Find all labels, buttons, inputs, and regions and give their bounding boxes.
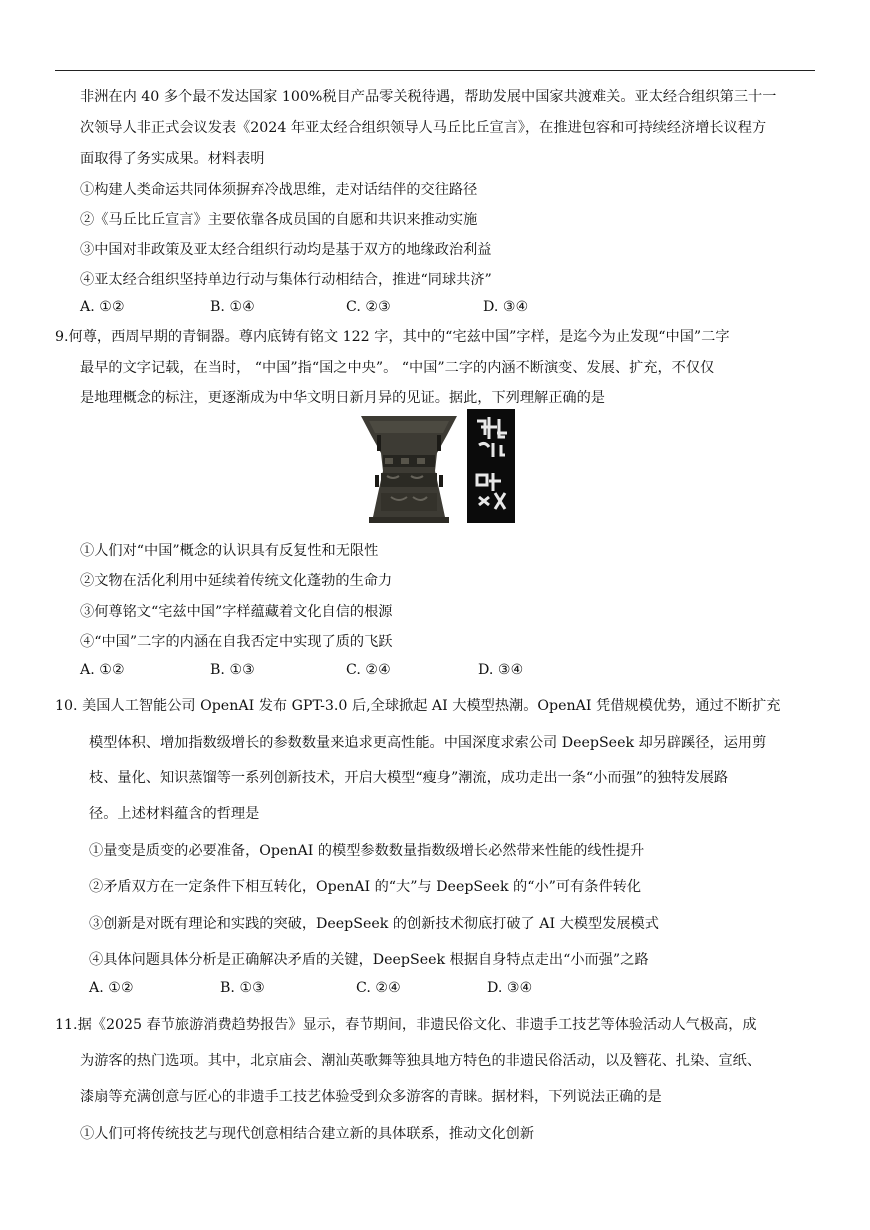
q9-option-c: C. ②④ [346,662,391,678]
q11-text-line: 为游客的热门选项。其中，北京庙会、潮汕英歌舞等独具地方特色的非遗民俗活动，以及簪花、扎染、宣纸、 [80,1053,762,1069]
q9-option-a: A. ①② [80,662,125,678]
q8-option-c: C. ②③ [346,299,391,315]
q9-statement-2: ②文物在活化利用中延续着传统文化蓬勃的生命力 [80,573,393,589]
q8-option-b: B. ①④ [210,299,255,315]
q10-statement-4: ④具体问题具体分析是正确解决矛盾的关键，DeepSeek 根据自身特点走出“小而强”之路 [89,952,649,968]
q8-text-line: 次领导人非正式会议发表《2024 年亚太经合组织领导人马丘比丘宣言》，在推进包容和可持续经济增长议程方 [80,120,767,136]
q8-option-a: A. ①② [80,299,125,315]
q10-statement-2: ②矛盾双方在一定条件下相互转化，OpenAI 的“大”与 DeepSeek 的“小”可有条件转化 [89,879,642,895]
q9-option-d: D. ③④ [478,662,524,678]
q9-statement-1: ①人们对“中国”概念的认识具有反复性和无限性 [80,543,379,559]
q10-option-b: B. ①③ [220,980,265,996]
q9-text-line: 9.何尊，西周早期的青铜器。尊内底铸有铭文 122 字，其中的“宅兹中国”字样，是迄今为止发现“中国”二字 [55,329,730,345]
q10-text-line: 10. 美国人工智能公司 OpenAI 发布 GPT-3.0 后,全球掀起 AI 大模型热潮。OpenAI 凭借规模优势，通过不断扩充 [55,698,781,714]
q8-text-line: 非洲在内 40 多个最不发达国家 100%税目产品零关税待遇，帮助发展中国家共渡难关。亚太经合组织第三十一 [80,89,777,105]
q9-statement-3: ③何尊铭文“宅兹中国”字样蕴藏着文化自信的根源 [80,604,393,620]
q10-option-a: A. ①② [89,980,134,996]
q10-text-line: 枝、量化、知识蒸馏等一系列创新技术，开启大模型“瘦身”潮流，成功走出一条“小而强”的独特发展路 [89,770,729,786]
q8-statement-1: ①构建人类命运共同体须摒弃冷战思维，走对话结伴的交往路径 [80,182,478,198]
inscription-rubbing-image [467,409,515,523]
q10-option-c: C. ②④ [356,980,401,996]
q8-text-line: 面取得了务实成果。材料表明 [80,151,265,167]
q10-text-line: 径。上述材料蕴含的哲理是 [89,806,260,822]
q9-statement-4: ④“中国”二字的内涵在自我否定中实现了质的飞跃 [80,634,393,650]
q10-option-d: D. ③④ [487,980,533,996]
q8-option-d: D. ③④ [483,299,529,315]
q11-text-line: 漆扇等充满创意与匠心的非遗手工技艺体验受到众多游客的青睐。据材料，下列说法正确的是 [80,1089,662,1105]
q10-text-line: 模型体积、增加指数级增长的参数数量来追求更高性能。中国深度求索公司 DeepSeek 却另辟蹊径，运用剪 [89,735,767,751]
q9-text-line: 是地理概念的标注，更逐渐成为中华文明日新月异的见证。据此，下列理解正确的是 [80,390,605,406]
q10-statement-3: ③创新是对既有理论和实践的突破，DeepSeek 的创新技术彻底打破了 AI 大模型发展模式 [89,916,659,932]
q8-statement-3: ③中国对非政策及亚太经合组织行动均是基于双方的地缘政治利益 [80,242,492,258]
header-rule [55,70,815,71]
q8-statement-4: ④亚太经合组织坚持单边行动与集体行动相结合，推进“同球共济” [80,272,492,288]
q11-statement-1: ①人们可将传统技艺与现代创意相结合建立新的具体联系，推动文化创新 [80,1126,535,1142]
q9-text-line: 最早的文字记载，在当时， “中国”指“国之中央”。 “中国”二字的内涵不断演变、发展、扩充，不仅仅 [80,360,715,376]
q11-text-line: 11.据《2025 春节旅游消费趋势报告》显示，春节期间，非遗民俗文化、非遗手工技艺等体验活动人气极高，成 [55,1017,757,1033]
bronze-zun-vessel-image [355,413,463,525]
q9-option-b: B. ①③ [210,662,255,678]
q10-statement-1: ①量变是质变的必要准备，OpenAI 的模型参数数量指数级增长必然带来性能的线性提升 [89,843,645,859]
q8-statement-2: ②《马丘比丘宣言》主要依靠各成员国的自愿和共识来推动实施 [80,212,478,228]
